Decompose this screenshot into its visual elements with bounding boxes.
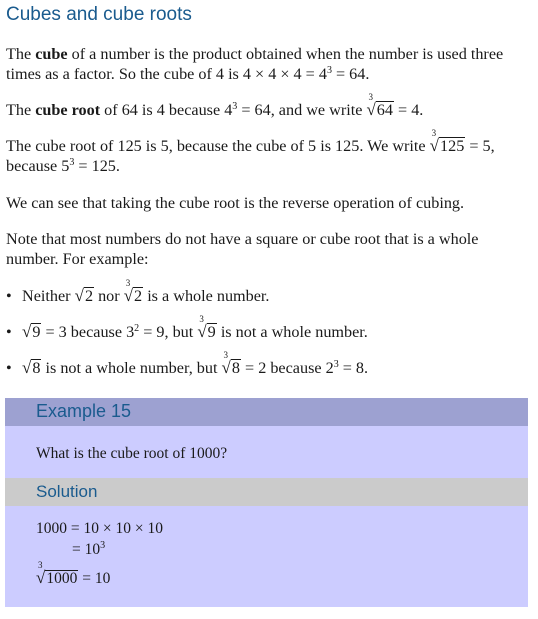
root-index: 3: [38, 560, 43, 570]
cube-root-expression: [429, 128, 466, 156]
text: is not a whole number.: [216, 323, 368, 341]
cube-root-expression: [197, 314, 216, 342]
paragraph-cube-definition: [6, 44, 532, 84]
radical-icon: √: [429, 136, 439, 155]
example-header: [5, 398, 528, 426]
radicand: 2: [134, 287, 143, 305]
text: The: [6, 45, 36, 63]
square-root-expression: [22, 358, 41, 378]
text: Neither: [22, 287, 75, 305]
radicand: 8: [231, 359, 240, 377]
text: = 125.: [74, 157, 120, 175]
solution-header: [5, 478, 528, 506]
bullet-icon: •: [6, 287, 12, 305]
list-item: [6, 314, 532, 342]
example-title: Example 15: [36, 401, 132, 421]
radical-icon: √: [123, 286, 134, 305]
example-question: What is the cube root of 1000?: [36, 445, 228, 462]
radical-icon: √: [22, 358, 32, 377]
radicand: 125: [440, 137, 465, 155]
radicand: 64: [376, 101, 393, 119]
square-root-expression: [22, 322, 41, 342]
text: The: [6, 101, 36, 119]
radicand: 9: [32, 323, 41, 341]
text: of 64 is 4 because 4: [100, 101, 233, 119]
text: of a number is the product obtained when the number is used three times as a factor. So the cube of 4 is 4 × 4 × 4 = 4: [6, 45, 504, 83]
text: = 64.: [331, 65, 370, 83]
text: = 8.: [338, 359, 369, 377]
cube-root-expression: [36, 560, 78, 588]
root-index: 3: [223, 350, 229, 360]
list-item: [6, 278, 532, 306]
term-cube: cube: [35, 45, 68, 63]
paragraph-cube-root-125: [6, 128, 532, 176]
square-root-expression: [75, 286, 94, 306]
solution-title: Solution: [36, 482, 98, 501]
cube-root-expression: [366, 92, 394, 120]
list-item: [6, 350, 532, 378]
text: nor: [94, 287, 124, 305]
exponent: 3: [333, 359, 339, 370]
exponent: 3: [100, 540, 106, 551]
text: The cube root of 125 is 5, because the cube of 5 is 125. We write: [6, 137, 430, 155]
radicand: 1000: [46, 570, 78, 587]
text: = 2 because 2: [240, 359, 334, 377]
radicand: 9: [207, 323, 216, 341]
radical-icon: √: [221, 358, 231, 377]
exponent: 2: [134, 323, 140, 334]
bullet-icon: •: [6, 323, 12, 341]
root-index: 3: [125, 278, 131, 288]
text: = 10: [78, 570, 111, 587]
exponent: 3: [69, 157, 75, 168]
term-cube-root: cube root: [35, 101, 101, 119]
paragraph-cube-root-definition: [6, 92, 532, 120]
radical-icon: √: [366, 100, 376, 119]
radicand: 2: [84, 287, 94, 305]
exponent: 3: [232, 101, 238, 112]
text: = 10: [72, 541, 101, 558]
text: = 64, and we write: [237, 101, 367, 119]
paragraph-reverse-operation: We can see that taking the cube root is the reverse operation of cubing.: [6, 194, 465, 212]
solution-line-3: [36, 560, 111, 588]
example-body: [5, 426, 528, 478]
solution-line-1: 1000 = 10 × 10 × 10: [36, 520, 163, 537]
radical-icon: √: [74, 286, 84, 305]
text: = 5, because 5: [6, 137, 495, 175]
exponent: 3: [326, 65, 332, 76]
radicand: 8: [32, 359, 41, 377]
text: is not a whole number, but: [41, 359, 222, 377]
root-index: 3: [431, 128, 437, 138]
solution-body: [5, 506, 528, 607]
text: = 3 because 3: [41, 323, 135, 341]
radical-icon: √: [36, 568, 46, 587]
paragraph-note: Note that most numbers do not have a square or cube root that is a whole number. For example:: [6, 230, 479, 268]
root-index: 3: [199, 314, 204, 324]
text: = 9, but: [139, 323, 198, 341]
radical-icon: √: [22, 322, 32, 341]
root-index: 3: [368, 92, 373, 102]
text: is a whole number.: [143, 287, 270, 305]
solution-line-2: [72, 541, 105, 559]
radical-icon: √: [197, 322, 207, 341]
text: = 4.: [393, 101, 424, 119]
cube-root-expression: [221, 350, 241, 378]
cube-root-expression: [123, 278, 143, 306]
bullet-icon: •: [6, 359, 12, 377]
section-heading: Cubes and cube roots: [6, 4, 192, 25]
